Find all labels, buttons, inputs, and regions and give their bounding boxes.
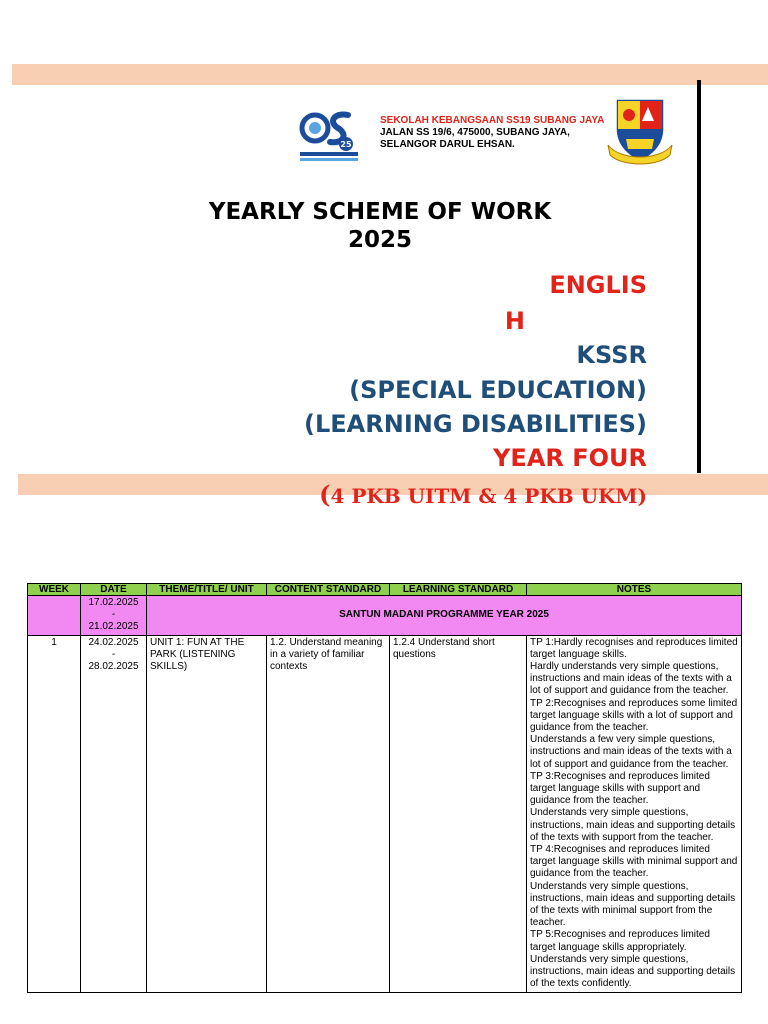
notes-line: TP 3:Recognises and reproduces limited target language skills with support and guidance from the teacher. [530,770,710,807]
school-crest-icon [604,95,676,167]
school-name: SEKOLAH KEBANGSAAN SS19 SUBANG JAYA [380,115,605,126]
logo-number: 25 [340,140,352,149]
subcategory: (LEARNING DISABILITIES) [304,410,647,438]
row1-notes [527,635,742,992]
header-date: DATE [81,584,147,596]
notes-line: Hardly understands very simple questions, instructions and main ideas of the texts with a lot of support and guidance from the teacher. [530,661,732,697]
document-title [170,198,590,254]
table-row [28,635,742,992]
subject-part2: H [504,307,525,335]
classes-label [319,481,647,510]
row1-learning-standard: 1.2.4 Understand short questions [390,635,527,992]
row1-theme: UNIT 1: FUN AT THE PARK (LISTENING SKILLS) [147,635,267,992]
school-address-line2: SELANGOR DARUL EHSAN. [380,139,515,150]
table-header-row [28,584,742,596]
classes-text: 4 PKB UITM & 4 PKB UKM) [330,484,647,508]
notes-line: TP 2:Recognises and reproduces some limited target language skills with a lot of support and guidance from the teacher. [530,697,738,734]
notes-line: Understands very simple questions, instructions, main ideas and supporting details of the texts with minimal support from the teacher. [530,880,736,929]
program-date-end: 21.02.2025 [88,621,139,633]
table-row [28,596,742,636]
program-date-sep: - [111,609,116,621]
category: (SPECIAL EDUCATION) [349,376,647,404]
top-color-band [12,64,768,85]
notes-line: TP 4:Recognises and reproduces limited target language skills with minimal support and guidance from the teacher. [530,844,738,880]
curriculum: KSSR [576,341,647,369]
header-content-standard: CONTENT STANDARD [267,584,390,596]
subject-part1: ENGLIS [549,271,647,299]
header-theme: THEME/TITLE/ UNIT [147,584,267,596]
program-label: SANTUN MADANI PROGRAMME YEAR 2025 [147,596,742,636]
school-info [380,115,604,151]
header-notes: NOTES [527,584,742,596]
row1-date-start: 24.02.2025 [88,636,139,648]
notes-line: TP 1:Hardly recognises and reproduces limited target language skills. [530,636,738,660]
header-week: WEEK [28,584,81,596]
notes-line: Understands a few very simple questions, instructions and main ideas of the texts with a lot of support and guidance from the teacher. [530,734,732,770]
school-address-line1: JALAN SS 19/6, 475000, SUBANG JAYA, [380,127,570,138]
ss19-logo-icon [298,106,360,164]
row1-date-cell [81,635,147,992]
row1-week: 1 [28,635,81,992]
program-week-cell [28,596,81,636]
notes-line: Understands very simple questions, instructions, main ideas and supporting details of the texts confidently. [530,953,736,990]
header-learning-standard: LEARNING STANDARD [390,584,527,596]
program-date-cell [81,596,147,636]
classes-open-paren: ( [319,480,331,509]
program-date-start: 17.02.2025 [88,597,139,608]
scheme-table [27,583,742,993]
year-label: YEAR FOUR [493,444,647,472]
title-line1: YEARLY SCHEME OF WORK [208,199,552,225]
row1-date-end: 28.02.2025 [88,661,139,673]
row1-date-sep: - [111,648,116,660]
row1-content-standard: 1.2. Understand meaning in a variety of familiar contexts [267,635,390,992]
vertical-divider [697,80,701,473]
notes-line: TP 5:Recognises and reproduces limited target language skills appropriately. [530,929,710,953]
title-line2: 2025 [347,227,412,253]
notes-line: Understands very simple questions, instructions, main ideas and supporting details of the texts with support from the teacher. [530,807,736,843]
